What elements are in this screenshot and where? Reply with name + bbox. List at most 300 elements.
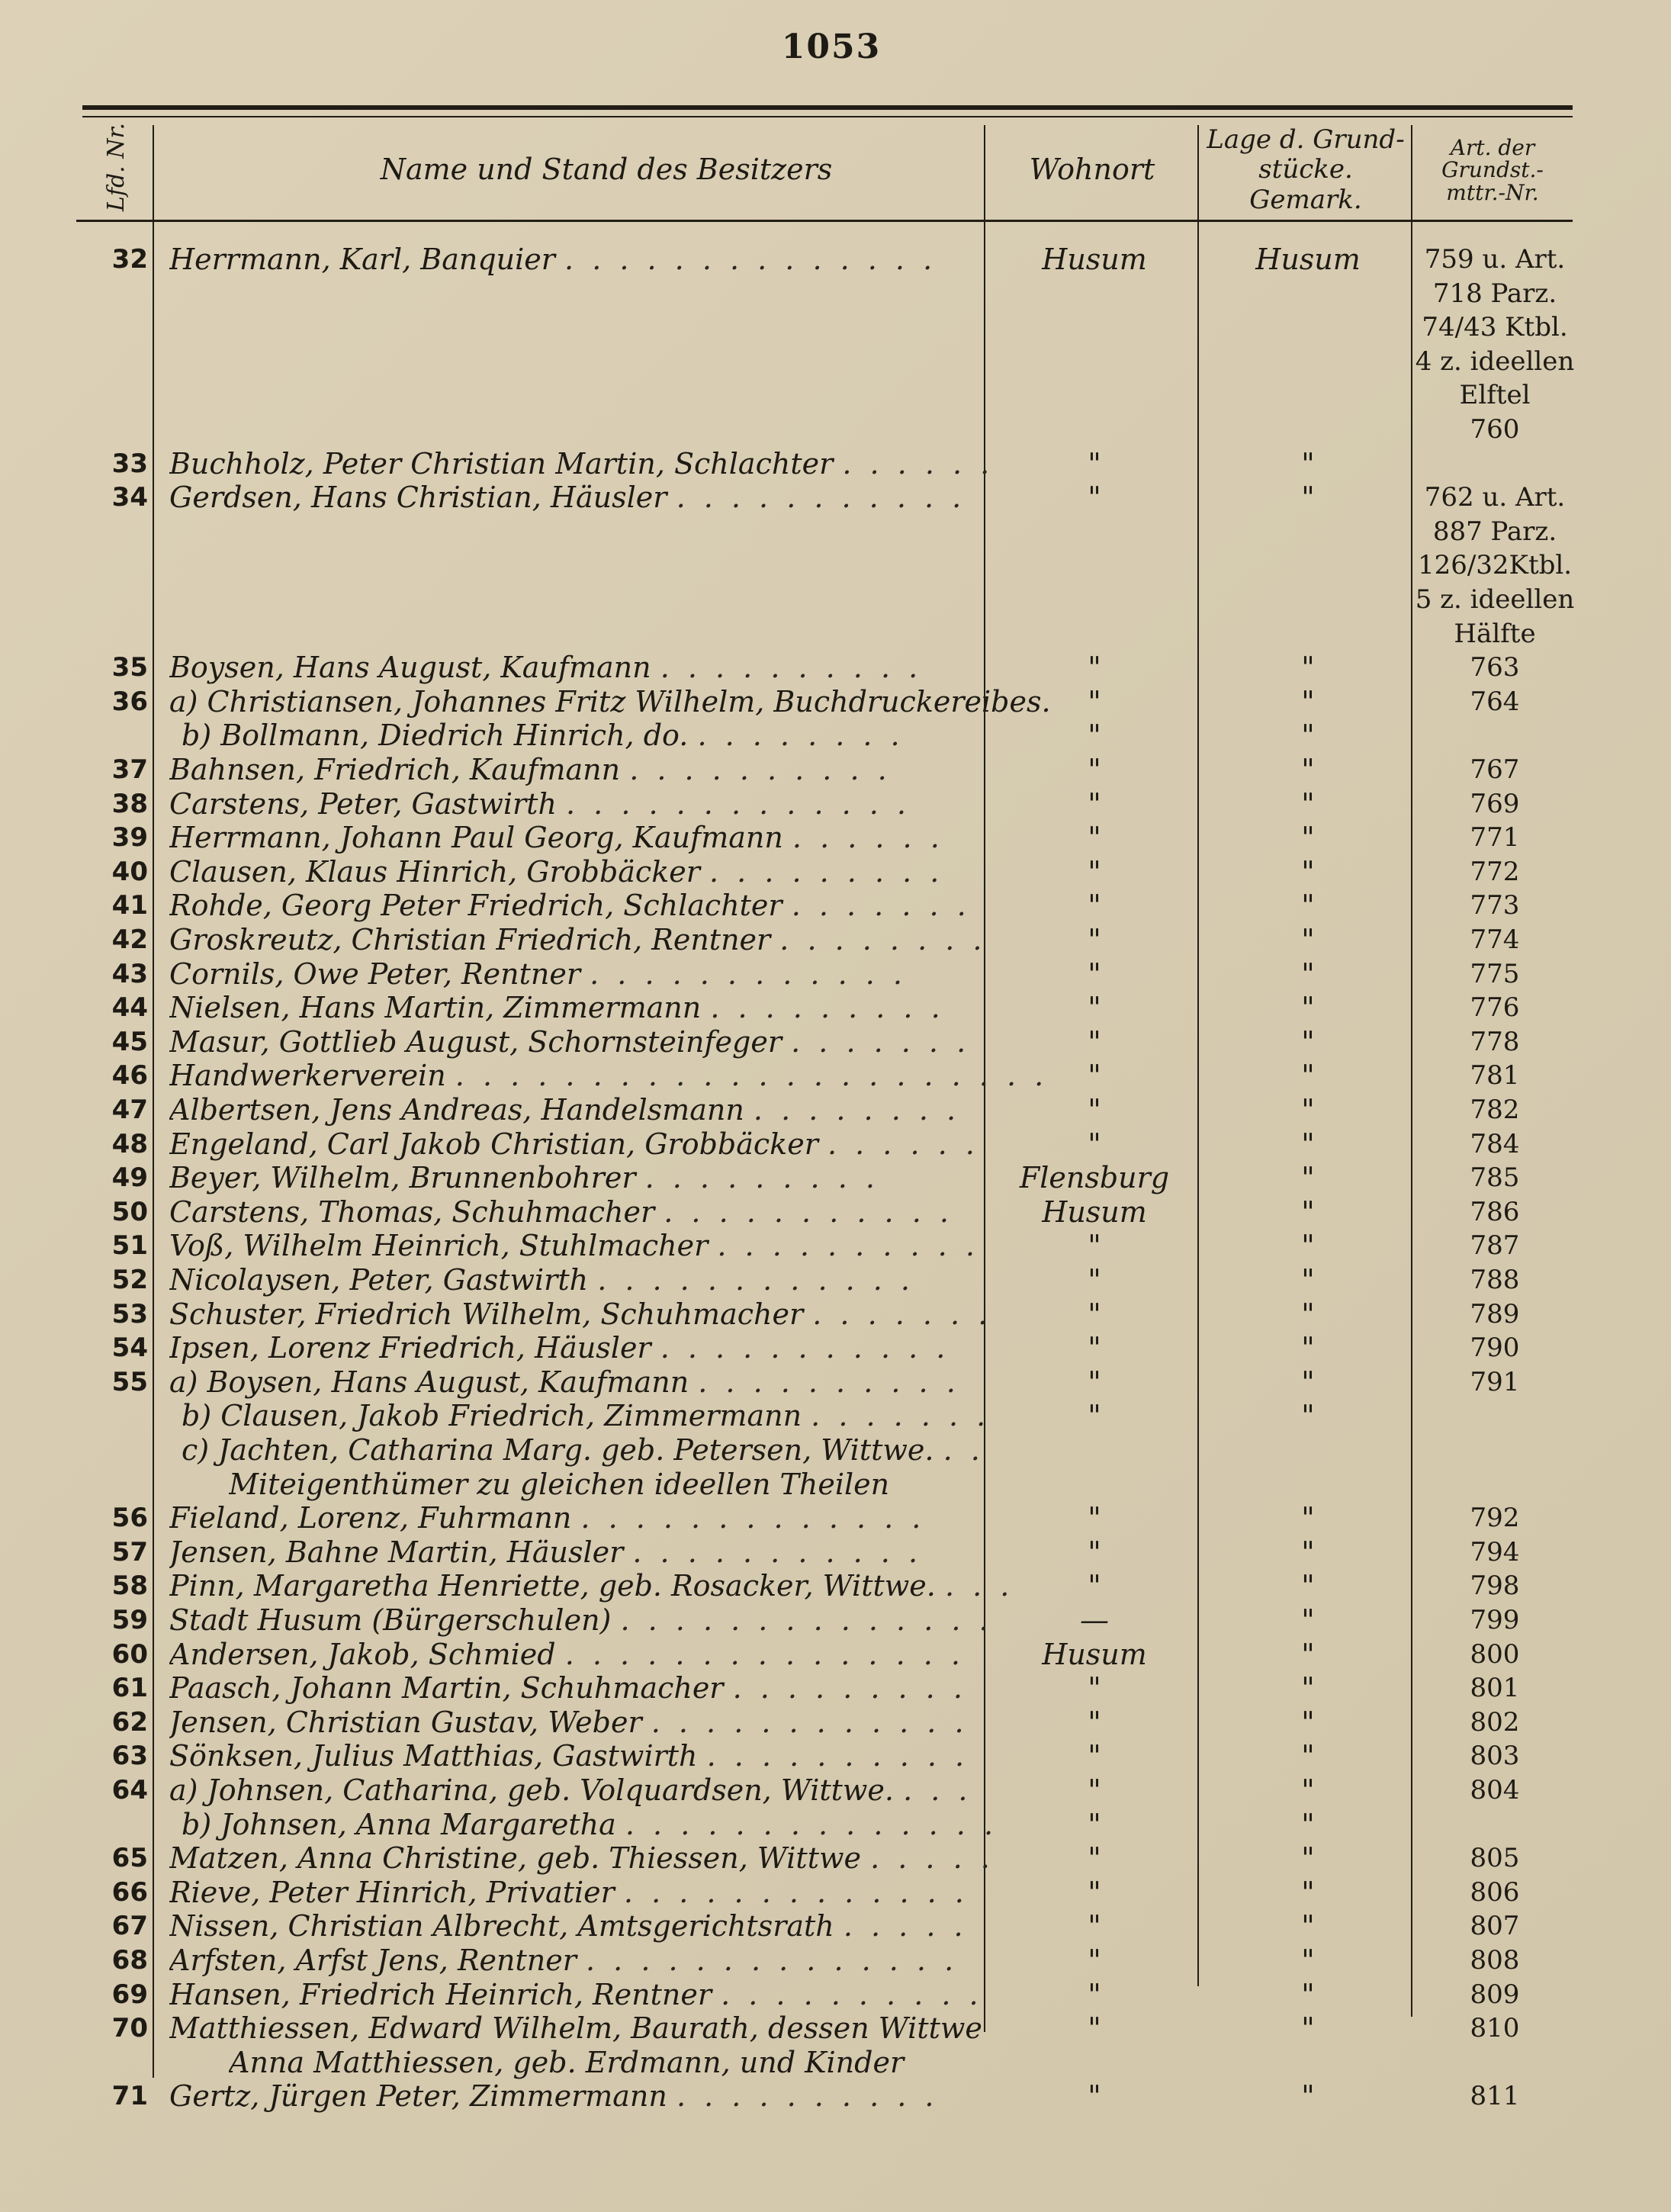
residence: Husum	[1042, 1637, 1147, 1671]
header-rule	[76, 220, 1573, 222]
table-row	[76, 1433, 1573, 1467]
parcel-location: "	[1301, 1399, 1315, 1433]
parcel-location: "	[1301, 1637, 1315, 1671]
owner-name	[169, 1671, 1069, 1705]
owner-name	[169, 2011, 1069, 2045]
owner-name-text: Stadt Husum (Bürgerschulen)	[169, 1603, 612, 1637]
owner-name-text: Boysen, Hans August, Kaufmann	[169, 651, 651, 685]
owner-name	[169, 923, 1069, 956]
table-row	[76, 1739, 1573, 1773]
residence: Husum	[1042, 1194, 1147, 1229]
residence: "	[1088, 854, 1101, 889]
parcel-location: "	[1301, 786, 1315, 821]
owner-name	[169, 1706, 1069, 1739]
leader-dots: . . . . . . .	[791, 889, 971, 923]
article-number: 760	[1470, 414, 1520, 445]
row-number: 50	[111, 1196, 148, 1227]
parcel-location: "	[1301, 854, 1315, 889]
article-number: Elftel	[1459, 380, 1531, 411]
leader-dots: . . . . . . . . . . . . . . . . . . . . . .	[455, 1059, 1049, 1093]
leader-dots: . . . . . . . . . .	[706, 1739, 969, 1773]
owner-name	[169, 1263, 1069, 1297]
article-number: 806	[1470, 1876, 1520, 1908]
table-row	[76, 1263, 1573, 1297]
residence: "	[1088, 651, 1101, 685]
owner-name	[169, 1365, 1069, 1399]
row-number: 52	[111, 1265, 148, 1295]
table-row	[76, 855, 1573, 889]
leader-dots: . . . . . . . . . .	[660, 651, 923, 685]
residence: "	[1088, 1331, 1101, 1365]
owner-name	[169, 1944, 1069, 1977]
article-number: 776	[1470, 992, 1520, 1024]
leader-dots: . . . . . . . . . . . . . .	[620, 1603, 993, 1637]
header-art	[1412, 122, 1573, 218]
parcel-location: "	[1301, 446, 1315, 481]
table-row	[76, 1909, 1573, 1943]
row-number: 45	[111, 1026, 148, 1057]
leader-dots: . . . . .	[870, 1841, 995, 1876]
owner-name-text: b) Clausen, Jakob Friedrich, Zimmermann	[182, 1399, 802, 1433]
residence: "	[1088, 481, 1101, 515]
row-number: 64	[111, 1775, 148, 1805]
parcel-location: "	[1301, 1603, 1315, 1637]
article-number: 790	[1470, 1333, 1520, 1364]
owner-name	[169, 1093, 1069, 1127]
leader-dots: . . . . . . .	[812, 1297, 992, 1331]
owner-name-text: Nissen, Christian Albrecht, Amtsgerichtsrath	[169, 1909, 834, 1944]
header-art-line1: Art. der	[1450, 134, 1535, 160]
table-row	[76, 685, 1573, 719]
owner-name-text: Matzen, Anna Christine, geb. Thiessen, Wittwe	[169, 1841, 861, 1876]
leader-dots: . . . . . . . . . .	[676, 2079, 939, 2114]
residence: "	[1088, 786, 1101, 821]
table-row	[76, 1127, 1573, 1161]
top-rule-thin	[82, 116, 1573, 117]
row-number: 70	[111, 2013, 148, 2044]
owner-name	[169, 855, 1069, 889]
table-row	[76, 413, 1573, 446]
owner-name-text: Andersen, Jakob, Schmied	[169, 1637, 556, 1671]
row-number: 56	[111, 1503, 148, 1534]
owner-name	[169, 1195, 1069, 1229]
residence: "	[1088, 719, 1101, 753]
parcel-location: "	[1301, 753, 1315, 786]
parcel-location: "	[1301, 651, 1315, 685]
parcel-location: "	[1301, 684, 1315, 719]
row-number: 68	[111, 1945, 148, 1976]
leader-dots: . . . . . . . . . . . .	[651, 1705, 969, 1739]
table-row	[76, 1365, 1573, 1399]
article-number: 126/32Ktbl.	[1417, 550, 1573, 581]
row-number: 44	[111, 992, 148, 1024]
parcel-location: "	[1301, 1909, 1315, 1944]
article-number: 771	[1470, 822, 1520, 854]
row-number: 69	[111, 1979, 148, 2010]
row-number: 40	[111, 856, 148, 887]
leader-dots: . . . . .	[843, 1909, 968, 1944]
article-number: 762 u. Art.	[1424, 482, 1566, 513]
table-row	[76, 1331, 1573, 1365]
owner-name-text: Engeland, Carl Jakob Christian, Grobbäcker	[169, 1127, 818, 1161]
residence: "	[1088, 446, 1101, 481]
article-number: 782	[1470, 1095, 1520, 1125]
row-number: 60	[111, 1638, 148, 1670]
owner-name	[169, 1978, 1069, 2011]
row-number: 71	[111, 2081, 148, 2112]
article-number: 784	[1470, 1128, 1520, 1159]
owner-name-text: Ipsen, Lorenz Friedrich, Häusler	[169, 1331, 651, 1365]
owner-name-text: Nielsen, Hans Martin, Zimmermann	[169, 991, 702, 1025]
row-number: 62	[111, 1706, 148, 1738]
leader-dots: . . . . . . . . . .	[629, 753, 892, 786]
header-lage-line2: stücke. Gemark.	[1249, 154, 1362, 215]
article-number: 811	[1470, 2081, 1520, 2112]
article-number: 781	[1470, 1060, 1520, 1092]
owner-name-text: Schuster, Friedrich Wilhelm, Schuhmacher	[169, 1297, 804, 1331]
article-number: 774	[1470, 924, 1520, 955]
parcel-location: "	[1301, 1739, 1315, 1773]
table-row	[76, 1535, 1573, 1569]
leader-dots: . . . . . .	[842, 446, 995, 481]
header-lage-line1: Lage d. Grund-	[1207, 124, 1405, 156]
residence: —	[1080, 1603, 1109, 1637]
parcel-location: "	[1301, 1977, 1315, 2011]
row-number: 35	[111, 652, 148, 683]
residence: "	[1088, 1875, 1101, 1909]
parcel-location: "	[1301, 1263, 1315, 1297]
owner-name-text: Bahnsen, Friedrich, Kaufmann	[169, 753, 621, 786]
article-number: 763	[1470, 652, 1520, 683]
table-row	[76, 1603, 1573, 1637]
article-number: 798	[1470, 1571, 1520, 1602]
owner-name	[169, 957, 1069, 991]
owner-name-text: Sönksen, Julius Matthias, Gastwirth	[169, 1739, 698, 1773]
article-number: 804	[1470, 1775, 1520, 1805]
owner-name	[169, 1297, 1069, 1331]
row-number: 54	[111, 1333, 148, 1364]
row-number: 65	[111, 1843, 148, 1874]
owner-name	[169, 1909, 1069, 1943]
article-number: 803	[1470, 1741, 1520, 1772]
owner-name-text: Masur, Gottlieb August, Schornsteinfeger	[169, 1024, 782, 1059]
leader-dots: . . . . . . . . . . . . . . .	[564, 1637, 965, 1671]
owner-name-text: Handwerkerverein	[169, 1059, 446, 1093]
leader-dots: . . . . . . . . . .	[698, 1365, 960, 1399]
parcel-location: "	[1301, 719, 1315, 753]
leader-dots: . . . . . .	[792, 821, 944, 855]
article-number: 772	[1470, 856, 1520, 887]
residence: "	[1088, 1297, 1101, 1331]
article-number: 791	[1470, 1366, 1520, 1397]
table-row	[76, 1671, 1573, 1705]
leader-dots: . . . . . . . . . . . . .	[580, 1501, 926, 1535]
table-row	[76, 1059, 1573, 1092]
table-row	[76, 447, 1573, 481]
leader-dots: . . . . . . . . .	[644, 1161, 879, 1195]
parcel-location: "	[1301, 1944, 1315, 1977]
table-row	[76, 2046, 1573, 2079]
article-number: 810	[1470, 2013, 1520, 2044]
residence: Husum	[1042, 243, 1147, 276]
header-nr: Lfd. Nr.	[102, 122, 130, 212]
owner-name	[169, 821, 1069, 854]
residence: "	[1088, 1739, 1101, 1773]
owner-name-text: Jensen, Bahne Martin, Häusler	[169, 1535, 624, 1569]
leader-dots: . . . . . . . . . . . .	[590, 956, 907, 991]
header-name: Name und Stand des Besitzers	[380, 153, 833, 187]
table-row	[76, 2079, 1573, 2113]
row-number: 48	[111, 1128, 148, 1159]
parcel-location: "	[1301, 481, 1315, 515]
residence: "	[1088, 1705, 1101, 1739]
parcel-location: "	[1301, 1229, 1315, 1263]
owner-name	[169, 1161, 1069, 1194]
owner-name-text: Anna Matthiessen, geb. Erdmann, und Kinder	[229, 2045, 905, 2079]
owner-name	[169, 787, 1069, 821]
residence: "	[1088, 1569, 1101, 1603]
leader-dots: . . . . . . . . .	[710, 991, 945, 1025]
owner-name	[169, 1331, 1069, 1365]
article-number: 808	[1470, 1945, 1520, 1976]
parcel-location: "	[1301, 1671, 1315, 1706]
parcel-location: "	[1301, 1501, 1315, 1535]
parcel-location: "	[1301, 1161, 1315, 1195]
article-number: 4 z. ideellen	[1415, 346, 1575, 377]
residence: "	[1088, 956, 1101, 991]
article-number: 801	[1470, 1673, 1520, 1704]
parcel-location: "	[1301, 2079, 1315, 2114]
owner-name	[169, 1773, 1069, 1807]
leader-dots: . . .	[944, 1569, 1014, 1603]
owner-name-text: Paasch, Johann Martin, Schuhmacher	[169, 1671, 724, 1706]
leader-dots: . . . . . . . . . . . . . .	[564, 243, 937, 276]
owner-name-text: a) Boysen, Hans August, Kaufmann	[169, 1365, 689, 1399]
leader-dots: . . . . . . . . .	[709, 854, 944, 889]
table-row	[76, 1978, 1573, 2011]
owner-name-text: Carstens, Thomas, Schuhmacher	[169, 1194, 655, 1229]
owner-name-text: b) Bollmann, Diedrich Hinrich, do.	[182, 719, 689, 753]
parcel-location: "	[1301, 1535, 1315, 1569]
header-lage	[1199, 122, 1412, 218]
parcel-location: "	[1301, 1297, 1315, 1331]
table-row	[76, 787, 1573, 821]
owner-name-text: Arfsten, Arfst Jens, Rentner	[169, 1944, 577, 1977]
top-rule-thick	[82, 105, 1573, 110]
table-row	[76, 1944, 1573, 1977]
table-row	[76, 1773, 1573, 1807]
row-number: 39	[111, 822, 148, 854]
article-number: 773	[1470, 890, 1520, 921]
owner-name	[169, 481, 1069, 514]
leader-dots: . . . . . . . . . . .	[676, 481, 966, 515]
article-number: 74/43 Ktbl.	[1422, 312, 1568, 343]
leader-dots: . . .	[903, 1773, 972, 1807]
owner-name	[169, 1025, 1069, 1059]
table-row	[76, 583, 1573, 616]
parcel-location: "	[1301, 956, 1315, 991]
owner-name	[169, 1229, 1069, 1262]
table-row	[76, 1468, 1573, 1501]
parcel-location: "	[1301, 1569, 1315, 1603]
residence: "	[1088, 1365, 1101, 1399]
residence: "	[1088, 1671, 1101, 1706]
row-number: 67	[111, 1911, 148, 1942]
leader-dots: . . . . . . . .	[697, 719, 905, 753]
owner-name	[169, 1841, 1069, 1875]
owner-name	[169, 1739, 1069, 1773]
table-row	[76, 1195, 1573, 1229]
table-row	[76, 991, 1573, 1024]
owner-name	[169, 243, 1069, 276]
row-number: 36	[111, 686, 148, 717]
parcel-location: "	[1301, 1807, 1315, 1841]
table-row	[76, 719, 1573, 752]
article-number: 787	[1470, 1230, 1520, 1262]
parcel-location: "	[1301, 889, 1315, 923]
row-number: 59	[111, 1605, 148, 1635]
table-row	[76, 923, 1573, 956]
table-row	[76, 1569, 1573, 1603]
owner-name	[169, 2079, 1069, 2113]
owner-name-text: b) Johnsen, Anna Margaretha	[182, 1807, 616, 1841]
owner-name	[169, 1603, 1069, 1637]
parcel-location: "	[1301, 1059, 1315, 1093]
article-number: 809	[1470, 1979, 1520, 2010]
table-row	[76, 1161, 1573, 1194]
residence: "	[1088, 889, 1101, 923]
owner-name	[182, 1399, 1081, 1432]
table-row	[76, 277, 1573, 310]
leader-dots: . . . . . . . . . . . . . .	[625, 1807, 998, 1841]
residence: "	[1088, 1127, 1101, 1161]
owner-name-text: Nicolaysen, Peter, Gastwirth	[169, 1263, 589, 1297]
owner-name-text: Miteigenthümer zu gleichen ideellen Theilen	[229, 1467, 890, 1501]
row-number: 61	[111, 1673, 148, 1704]
residence: "	[1088, 1841, 1101, 1876]
row-number: 63	[111, 1741, 148, 1772]
owner-name-text: a) Johnsen, Catharina, geb. Volquardsen, Wittwe.	[169, 1773, 894, 1807]
row-number: 41	[111, 890, 148, 921]
row-number: 33	[111, 448, 148, 479]
residence: "	[1088, 1059, 1101, 1093]
row-number: 34	[111, 482, 148, 513]
leader-dots: . . . . . . . . . . . .	[597, 1263, 915, 1297]
parcel-location: "	[1301, 1773, 1315, 1807]
article-number: 789	[1470, 1298, 1520, 1329]
residence: "	[1088, 923, 1101, 956]
table-row	[76, 1093, 1573, 1127]
owner-name-text: Rohde, Georg Peter Friedrich, Schlachter	[169, 889, 782, 923]
owner-name-text: Fieland, Lorenz, Fuhrmann	[169, 1501, 572, 1535]
table-row	[76, 1808, 1573, 1841]
residence: "	[1088, 753, 1101, 786]
row-number: 66	[111, 1876, 148, 1908]
article-number: 5 z. ideellen	[1415, 584, 1575, 615]
residence: "	[1088, 1773, 1101, 1807]
header-art-line2: Grundst.-	[1441, 157, 1544, 183]
owner-name	[169, 1876, 1069, 1909]
residence: "	[1088, 1263, 1101, 1297]
owner-name	[169, 889, 1069, 922]
owner-name-text: Clausen, Klaus Hinrich, Grobbäcker	[169, 854, 700, 889]
leader-dots: . . . . . . . . . .	[717, 1229, 979, 1263]
table-row	[76, 310, 1573, 344]
owner-name-text: Groskreutz, Christian Friedrich, Rentner	[169, 923, 771, 956]
owner-name	[169, 1569, 1069, 1603]
row-number: 46	[111, 1060, 148, 1092]
table-row	[76, 651, 1573, 684]
table-row	[76, 1025, 1573, 1059]
table-row	[76, 345, 1573, 378]
parcel-location: "	[1301, 1875, 1315, 1909]
article-number: 767	[1470, 754, 1520, 785]
table-row	[76, 515, 1573, 548]
owner-name-text: Cornils, Owe Peter, Rentner	[169, 956, 581, 991]
row-number: 51	[111, 1230, 148, 1262]
article-number: 778	[1470, 1026, 1520, 1057]
owner-name-text: c) Jachten, Catharina Marg. geb. Petersen, Wittwe.	[182, 1433, 934, 1467]
page-number: 1053	[781, 27, 882, 66]
parcel-location: "	[1301, 1024, 1315, 1059]
row-number: 58	[111, 1571, 148, 1602]
parcel-location: "	[1301, 1705, 1315, 1739]
residence: "	[1088, 1535, 1101, 1569]
article-number: 785	[1470, 1162, 1520, 1194]
parcel-location: "	[1301, 1194, 1315, 1229]
owner-name-text: Beyer, Wilhelm, Brunnenbohrer	[169, 1161, 636, 1195]
table-row	[76, 481, 1573, 514]
article-number: 792	[1470, 1503, 1520, 1534]
residence: "	[1088, 1944, 1101, 1977]
row-number: 47	[111, 1095, 148, 1125]
row-number: 57	[111, 1536, 148, 1567]
table-row	[76, 1229, 1573, 1262]
parcel-location: Husum	[1255, 243, 1361, 276]
owner-name	[229, 1468, 1129, 1501]
leader-dots: . . . . . . . . . . . . .	[566, 786, 911, 821]
owner-name-text: Matthiessen, Edward Wilhelm, Baurath, dessen Wittwe	[169, 2011, 982, 2046]
owner-name-text: Herrmann, Karl, Banquier	[169, 243, 555, 276]
table-row	[76, 1841, 1573, 1875]
owner-name	[182, 1808, 1081, 1841]
residence: "	[1088, 1909, 1101, 1944]
parcel-location: "	[1301, 1365, 1315, 1399]
leader-dots: . . . . . . .	[791, 1024, 971, 1059]
article-number: 799	[1470, 1605, 1520, 1635]
parcel-location: "	[1301, 923, 1315, 956]
owner-name	[169, 1127, 1069, 1161]
owner-name	[169, 1535, 1069, 1569]
parcel-location: "	[1301, 1127, 1315, 1161]
owner-name	[169, 685, 1069, 719]
residence: "	[1088, 1977, 1101, 2011]
row-number: 55	[111, 1366, 148, 1397]
table-row	[76, 1876, 1573, 1909]
residence: "	[1088, 1807, 1101, 1841]
owner-name-text: Carstens, Peter, Gastwirth	[169, 786, 557, 821]
residence: "	[1088, 684, 1101, 719]
residence: "	[1088, 1229, 1101, 1263]
article-number: 805	[1470, 1843, 1520, 1874]
residence: "	[1088, 1093, 1101, 1127]
residence: Flensburg	[1019, 1161, 1170, 1195]
row-number: 49	[111, 1162, 148, 1194]
row-number: 43	[111, 958, 148, 989]
header-art-line3: mttr.-Nr.	[1446, 179, 1539, 205]
table-row	[76, 548, 1573, 582]
residence: "	[1088, 991, 1101, 1025]
